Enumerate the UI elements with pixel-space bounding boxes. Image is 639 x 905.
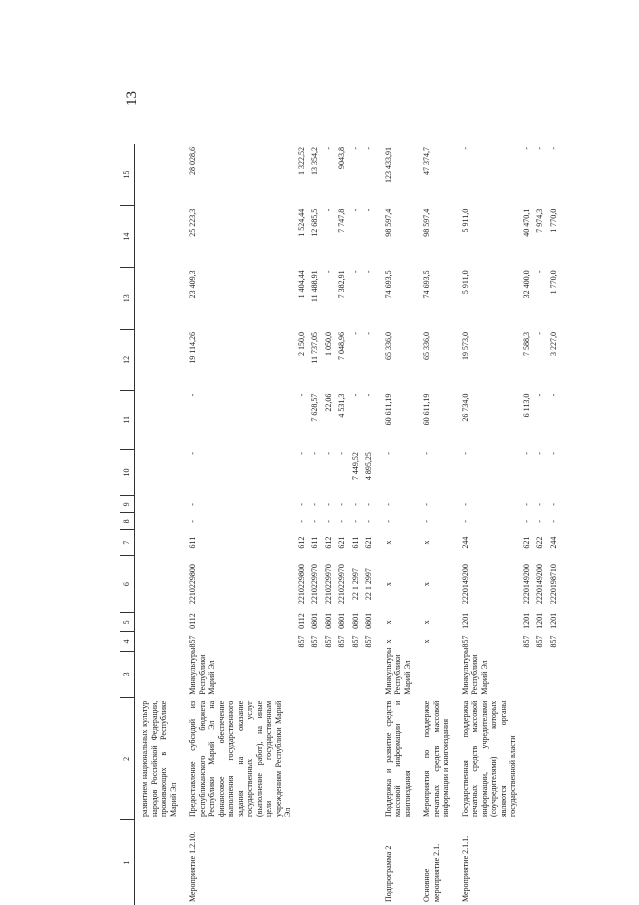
table-cell <box>135 206 181 268</box>
table-cell: - <box>310 520 319 523</box>
table-cell: - <box>383 520 393 523</box>
table-cell: 74 693,5 <box>422 270 431 299</box>
table-cell: 857 <box>350 635 360 648</box>
table-cell: 7 449,52 <box>350 452 360 481</box>
table-cell: 5 911,0 <box>460 270 470 295</box>
table-cell: 7 747,8 <box>337 208 346 233</box>
table-cell: - <box>337 503 346 506</box>
table-cell: - <box>548 147 558 150</box>
table-cell: 2220198710 <box>548 564 558 605</box>
table-cell: - <box>535 503 544 506</box>
table-cell: х <box>422 540 431 545</box>
column-header-13: 13 <box>120 267 135 329</box>
column-header-6: 6 <box>120 555 135 612</box>
table-cell: - <box>350 520 360 523</box>
table-cell: 1201 <box>460 612 470 629</box>
table-cell <box>335 820 349 905</box>
table-cell: 7 588,3 <box>521 332 531 357</box>
table-cell: 857 <box>535 635 544 648</box>
column-header-10: 10 <box>120 449 135 496</box>
table-cell: 22,06 <box>323 393 333 412</box>
table-cell: - <box>296 393 306 397</box>
table-row <box>349 144 363 905</box>
table-row <box>520 144 534 905</box>
table-cell: - <box>323 503 333 506</box>
table-cell: - <box>350 503 360 506</box>
table-cell: 74 693,5 <box>383 270 393 299</box>
table-cell <box>135 613 181 632</box>
table-cell: 2210229800 <box>296 564 306 605</box>
table-cell: 611 <box>310 536 319 549</box>
table-cell: 0801 <box>350 612 360 629</box>
table-cell: - <box>323 147 333 150</box>
table-cell: 1 050,0 <box>323 332 333 357</box>
table-cell: - <box>460 147 470 150</box>
table-cell: - <box>188 520 197 523</box>
table-cell: - <box>460 452 470 455</box>
page-number <box>120 82 144 114</box>
table-cell <box>135 530 181 556</box>
table-row <box>533 144 547 905</box>
column-header-9: 9 <box>120 496 135 513</box>
column-number-row <box>120 144 135 905</box>
table-cell: развитием национальных культур народов Российской Федерации, проживающих в Республике Марий Эл <box>140 700 178 817</box>
table-cell: х <box>383 620 393 625</box>
table-cell: Мероприятия по поддержке печатных средств массовой информации и книгоиздания <box>422 700 450 817</box>
table-cell: - <box>337 520 346 523</box>
table-cell <box>335 651 349 698</box>
table-cell: 857 <box>521 635 531 648</box>
table-cell: - <box>323 270 333 274</box>
table-cell: 0112 <box>188 613 197 629</box>
table-cell: - <box>548 393 558 397</box>
table-cell: 2210229970 <box>337 564 346 605</box>
table-cell: - <box>188 503 197 506</box>
table-cell <box>547 698 561 820</box>
table-cell: - <box>535 393 544 397</box>
table-cell: - <box>422 520 431 523</box>
table-cell: 13 354,2 <box>310 147 319 175</box>
table-cell: 12 685,5 <box>310 208 319 237</box>
table-cell: - <box>535 270 544 274</box>
table-cell: х <box>422 582 431 587</box>
table-cell: - <box>350 147 360 150</box>
table-cell: 11 488,91 <box>310 270 319 303</box>
table-cell: 98 597,4 <box>383 208 393 237</box>
table-cell: Мероприятие 1.2.10. <box>188 831 197 902</box>
table-cell <box>322 820 336 905</box>
table-cell: 621 <box>521 536 531 549</box>
table-header <box>120 144 135 905</box>
table-cell <box>308 820 322 905</box>
table-cell: - <box>535 520 544 523</box>
column-header-2: 2 <box>120 698 135 820</box>
table-cell: - <box>535 147 544 150</box>
table-cell: Минкультуры Республики Марий Эл <box>383 647 412 695</box>
table-row <box>414 144 453 905</box>
column-header-8: 8 <box>120 513 135 530</box>
table-cell <box>533 651 547 698</box>
table-cell <box>547 820 561 905</box>
table-cell <box>135 820 181 905</box>
table-cell: 40 470,1 <box>521 208 531 237</box>
table-cell: 11 737,05 <box>310 332 319 364</box>
table-cell: - <box>383 503 393 506</box>
table-cell <box>349 820 363 905</box>
table-cell: 1 524,44 <box>296 208 306 237</box>
table-cell: - <box>548 452 558 455</box>
table-cell: 0112 <box>296 613 306 629</box>
table-cell: 857 <box>460 635 470 648</box>
table-cell: - <box>323 452 333 455</box>
table-cell: - <box>364 147 373 150</box>
table-cell: 1 322,52 <box>296 147 306 175</box>
table-cell <box>135 267 181 329</box>
table-cell: 4 531,3 <box>337 393 346 418</box>
table-cell <box>547 651 561 698</box>
table-cell: 2 150,0 <box>296 332 306 357</box>
table-cell: 23 409,3 <box>188 270 197 299</box>
table-cell: - <box>521 503 531 506</box>
table-cell: 5 911,0 <box>460 208 470 233</box>
table-cell: 60 611,19 <box>383 393 393 426</box>
table-cell <box>520 820 534 905</box>
table-cell: 65 336,0 <box>422 332 431 361</box>
table-cell: 0801 <box>310 612 319 629</box>
table-cell: 7 048,96 <box>337 332 346 361</box>
table-row <box>376 144 415 905</box>
table-cell: 2220149200 <box>460 564 470 605</box>
table-cell <box>295 698 309 820</box>
table-cell <box>295 820 309 905</box>
table-cell: 2210229970 <box>323 564 333 605</box>
table-cell: 65 336,0 <box>383 332 393 361</box>
table-row <box>295 144 309 905</box>
table-cell: - <box>521 147 531 150</box>
table-cell: - <box>521 520 531 523</box>
table-cell <box>135 496 181 513</box>
table-cell: - <box>548 520 558 523</box>
table-cell: 612 <box>323 536 333 549</box>
column-header-5: 5 <box>120 613 135 632</box>
table-cell: - <box>521 452 531 455</box>
table-cell: 7 382,91 <box>337 270 346 299</box>
table-cell: 7 974,3 <box>535 208 544 233</box>
table-cell: 22 1 2997 <box>364 568 373 601</box>
table-cell <box>135 449 181 496</box>
table-cell <box>322 698 336 820</box>
table-container <box>120 144 558 905</box>
table-cell: 2210229970 <box>310 564 319 605</box>
table-cell <box>135 651 181 698</box>
table-cell: 1 770,0 <box>548 270 558 295</box>
table-cell: 4 895,25 <box>364 452 373 481</box>
table-cell <box>295 651 309 698</box>
table-cell: - <box>188 393 197 397</box>
table-cell <box>362 698 376 820</box>
table-cell: х <box>383 582 393 587</box>
table-cell <box>135 632 181 651</box>
table-cell <box>414 651 453 698</box>
table-cell: 32 400,0 <box>521 270 531 299</box>
table-row <box>453 144 520 905</box>
table-cell: - <box>337 452 346 455</box>
table-cell: - <box>310 452 319 455</box>
table-cell: Подпрограмма 2 <box>383 845 393 902</box>
table-cell: Государственная поддержка печатных средств массовой информации, учредителями (соучредителями) которых являются органы государственной власти <box>460 700 517 817</box>
table-cell: - <box>460 520 470 523</box>
table-cell: - <box>296 520 306 523</box>
column-header-3: 3 <box>120 651 135 698</box>
table-cell: х <box>422 639 431 644</box>
table-cell <box>135 329 181 391</box>
table-cell: 0801 <box>323 612 333 629</box>
table-cell: 2220149200 <box>521 564 531 605</box>
table-cell: х <box>383 639 393 644</box>
table-cell: 0801 <box>364 612 373 629</box>
budget-table <box>120 144 560 905</box>
table-cell: 611 <box>188 536 197 549</box>
column-header-14: 14 <box>120 206 135 268</box>
table-cell: Мероприятие 2.1.1. <box>460 835 470 902</box>
table-cell: 857 <box>548 635 558 648</box>
column-header-12: 12 <box>120 329 135 391</box>
table-cell: - <box>350 270 360 274</box>
column-header-7: 7 <box>120 530 135 556</box>
table-row <box>135 144 181 905</box>
table-cell: 9043,8 <box>337 147 346 169</box>
table-row <box>335 144 349 905</box>
table-cell: - <box>364 393 373 397</box>
table-cell: 47 374,7 <box>422 147 431 175</box>
table-cell: 26 734,0 <box>460 393 470 422</box>
table-cell <box>322 651 336 698</box>
table-cell: 611 <box>350 536 360 549</box>
table-cell: - <box>535 452 544 455</box>
table-body <box>135 144 561 905</box>
table-cell: 1 404,44 <box>296 270 306 299</box>
table-cell <box>533 698 547 820</box>
table-cell: 612 <box>296 536 306 549</box>
table-cell <box>135 555 181 612</box>
table-cell: 857 <box>364 635 373 648</box>
table-row <box>362 144 376 905</box>
table-cell <box>349 651 363 698</box>
table-cell: - <box>296 452 306 455</box>
table-cell: - <box>364 270 373 274</box>
table-cell <box>533 820 547 905</box>
table-cell: - <box>535 332 544 335</box>
table-cell: 7 628,57 <box>310 393 319 422</box>
table-cell: - <box>548 503 558 506</box>
table-cell: Минкультуры Республики Марий Эл <box>188 647 216 695</box>
table-row <box>322 144 336 905</box>
table-cell <box>335 698 349 820</box>
table-cell: - <box>350 208 360 212</box>
table-cell: 857 <box>188 635 197 648</box>
table-cell: 123 433,91 <box>383 147 393 183</box>
table-cell: - <box>364 332 373 335</box>
table-cell: 2210229800 <box>188 564 197 605</box>
table-cell: х <box>422 620 431 625</box>
table-cell: 22 1 2997 <box>350 568 360 601</box>
table-cell: - <box>350 393 360 397</box>
table-cell <box>520 698 534 820</box>
table-cell <box>135 391 181 449</box>
table-cell: - <box>310 503 319 506</box>
table-cell: Поддержка и развитие средств массовой информации и книгоиздания <box>383 700 412 817</box>
table-cell: - <box>422 452 431 455</box>
table-cell: 857 <box>310 635 319 648</box>
column-header-1: 1 <box>120 820 135 905</box>
table-cell <box>135 513 181 530</box>
table-cell <box>135 144 181 206</box>
table-cell: 28 028,6 <box>188 147 197 175</box>
table-cell <box>308 698 322 820</box>
table-cell: - <box>364 208 373 212</box>
table-cell: 1201 <box>535 612 544 629</box>
page-number-text: 13 <box>123 90 140 106</box>
table-cell <box>349 698 363 820</box>
table-cell: 622 <box>535 536 544 549</box>
table-cell: 19 114,26 <box>188 332 197 364</box>
table-cell: 60 611,19 <box>422 393 431 426</box>
table-cell: 857 <box>323 635 333 648</box>
table-cell: 6 113,0 <box>521 393 531 418</box>
table-cell: - <box>323 520 333 523</box>
table-cell: 1 770,0 <box>548 208 558 233</box>
table-cell: - <box>323 208 333 212</box>
table-cell: - <box>188 452 197 455</box>
table-cell: 3 227,0 <box>548 332 558 357</box>
table-cell: 244 <box>460 536 470 549</box>
table-cell: 1201 <box>521 612 531 629</box>
table-cell <box>308 651 322 698</box>
table-cell <box>362 820 376 905</box>
table-cell: Предоставление субсидий из республиканского бюджета Республики Марий Эл на финансовое обеспечение выполнения государственного задания на оказание государственных услуг (выполнение работ), на иные цели государственным учреждениям Республики Марий Эл <box>188 700 292 817</box>
table-row <box>180 144 295 905</box>
table-cell: 621 <box>337 536 346 549</box>
table-cell: - <box>460 503 470 506</box>
table-cell: 857 <box>337 635 346 648</box>
column-header-11: 11 <box>120 391 135 449</box>
table-cell: х <box>383 540 393 545</box>
table-cell: 19 573,0 <box>460 332 470 361</box>
table-cell: 1201 <box>548 612 558 629</box>
column-header-4: 4 <box>120 632 135 651</box>
table-cell: - <box>383 452 393 455</box>
table-cell: - <box>422 503 431 506</box>
table-cell: 25 223,3 <box>188 208 197 237</box>
table-cell: - <box>350 332 360 335</box>
table-cell: - <box>364 520 373 523</box>
table-cell: 98 597,4 <box>422 208 431 237</box>
table-cell: 244 <box>548 536 558 549</box>
table-cell: - <box>296 503 306 506</box>
table-cell <box>520 651 534 698</box>
table-cell: 2220149200 <box>535 564 544 605</box>
table-cell: Минкультуры Республики Марий Эл <box>460 647 489 695</box>
table-cell: - <box>364 503 373 506</box>
table-cell: 621 <box>364 536 373 549</box>
table-cell: 0801 <box>337 612 346 629</box>
table-cell: Основное мероприятие 2.1. <box>422 843 441 902</box>
table-cell: 857 <box>296 635 306 648</box>
table-row <box>308 144 322 905</box>
column-header-15: 15 <box>120 144 135 206</box>
table-row <box>547 144 561 905</box>
table-cell <box>362 651 376 698</box>
